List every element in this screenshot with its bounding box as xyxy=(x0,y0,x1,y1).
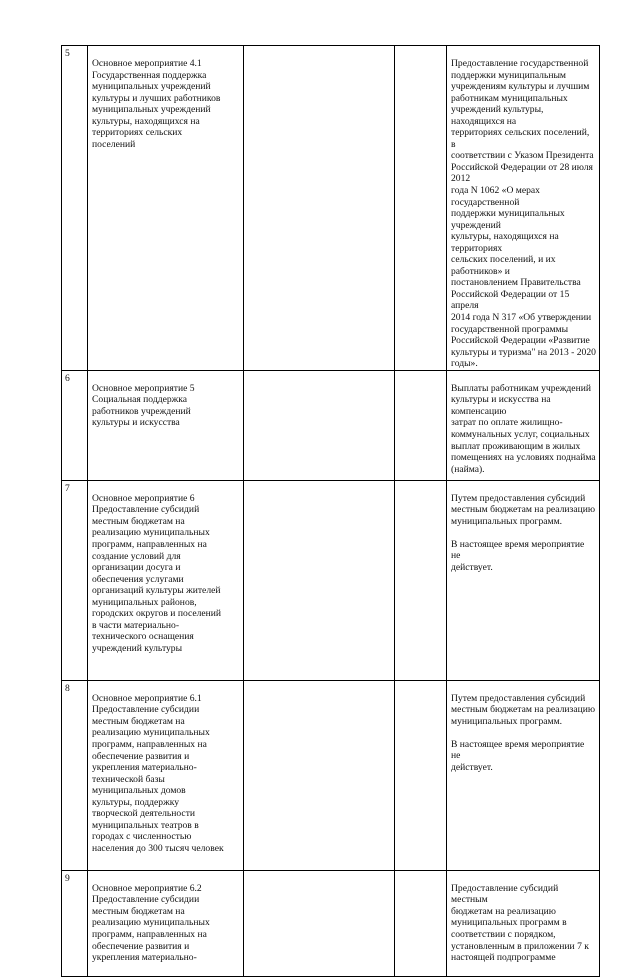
table-row xyxy=(62,480,600,680)
empty-cell xyxy=(244,46,395,371)
measure-name: Основное мероприятие 6.1 Предоставление субсидии местным бюджетам на реализацию муниципальных программ, направленных на обеспечение развития и укрепления материально- технической базы муниципальных домов культуры, поддержку творческой деятельности муниципальных театров в городах с численностью населения до 300 тысяч человек xyxy=(88,680,244,870)
measure-description xyxy=(447,870,600,976)
row-number: 9 xyxy=(62,870,88,976)
description-paragraph: Предоставление государственной поддержки муниципальным учреждениям культуры и лучшим работникам муниципальных учреждений культуры, находящихся на территориях сельских поселений, в соответствии с Указом Президента Российской Федерации от 28 июля 2012 года N 1062 «О мерах государственной поддержки муниципальных учреждений культуры, находящихся на территориях сельских поселений, и их работников» и постановлением Правительства Российской Федерации от 15 апреля 2014 года N 317 «Об утверждении государственной программы Российской Федерации «Развитие культуры и туризма" на 2013 - 2020 годы». xyxy=(451,58,596,370)
description-note: В настоящее время мероприятие не действует. xyxy=(451,538,585,573)
measure-name: Основное мероприятие 4.1 Государственная поддержка муниципальных учреждений культуры и лучших работников муниципальных учреждений культуры, находящихся на территориях сельских поселений xyxy=(88,46,244,371)
description-paragraph: Предоставление субсидий местным бюджетам на реализацию муниципальных программ в соответствии с порядком, установленным в приложении 7 к настоящей подпрограмме xyxy=(451,882,589,964)
row-number: 8 xyxy=(62,680,88,870)
empty-cell xyxy=(395,680,447,870)
measure-name: Основное мероприятие 6 Предоставление субсидий местным бюджетам на реализацию муниципальных программ, направленных на создание условий для организации досуга и обеспечения услугами организаций культуры жителей муниципальных районов, городских округов и поселений в части материально- технического оснащения учреждений культуры xyxy=(88,480,244,680)
table-row xyxy=(62,370,600,480)
empty-cell xyxy=(395,46,447,371)
measure-name: Основное мероприятие 5 Социальная поддержка работников учреждений культуры и искусства xyxy=(88,370,244,480)
measure-description xyxy=(447,480,600,680)
empty-cell xyxy=(244,680,395,870)
description-paragraph: Путем предоставления субсидий местным бюджетам на реализацию муниципальных программ. xyxy=(451,692,596,727)
table-row xyxy=(62,680,600,870)
measure-description xyxy=(447,680,600,870)
row-number: 5 xyxy=(62,46,88,371)
description-note: В настоящее время мероприятие не действует. xyxy=(451,738,585,773)
row-number: 7 xyxy=(62,480,88,680)
row-number: 6 xyxy=(62,370,88,480)
measure-description xyxy=(447,46,600,371)
empty-cell xyxy=(395,480,447,680)
empty-cell xyxy=(244,480,395,680)
table-row xyxy=(62,870,600,976)
measure-description xyxy=(447,370,600,480)
empty-cell xyxy=(395,370,447,480)
empty-cell xyxy=(395,870,447,976)
measures-table xyxy=(61,45,600,977)
table-row xyxy=(62,46,600,371)
measure-name: Основное мероприятие 6.2 Предоставление субсидии местным бюджетам на реализацию муниципальных программ, направленных на обеспечение развития и укрепления материально- xyxy=(88,870,244,976)
description-paragraph: Выплаты работникам учреждений культуры и искусства на компенсацию затрат по оплате жилищно- коммунальных услуг, социальных выплат проживающим в жилых помещениях на условиях поднайма (найма). xyxy=(451,382,596,475)
empty-cell xyxy=(244,870,395,976)
description-paragraph: Путем предоставления субсидий местным бюджетам на реализацию муниципальных программ. xyxy=(451,492,596,527)
empty-cell xyxy=(244,370,395,480)
